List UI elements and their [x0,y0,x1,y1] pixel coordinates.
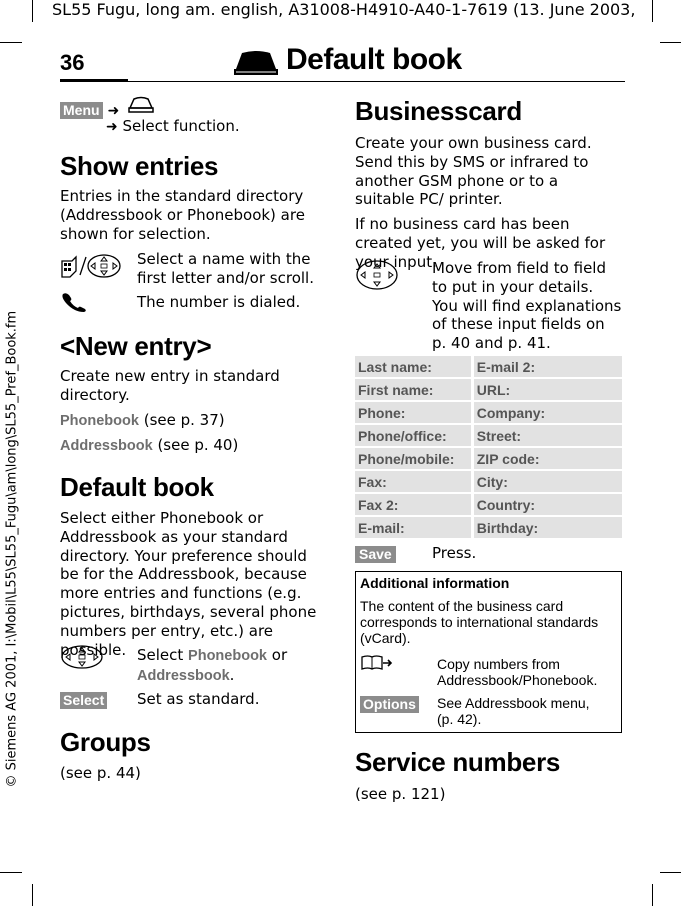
crop-mark [660,42,681,43]
additional-info-box [355,571,622,733]
info-body: The content of the business card corresponds to international standards (vCard). [360,598,599,646]
select-softkey: Select [60,692,107,709]
default-book-select-text [137,646,323,686]
options-softkey: Options [360,696,419,713]
businesscard-fields-table [355,354,622,540]
field-label-cell: Street: [474,425,622,446]
save-softkey: Save [355,546,396,563]
copyright-path: © Siemens AG 2001, I:\Mobil\L55\SL55_Fugu\am\long\SL55_Pref_Book.fm [4,310,20,788]
field-label-cell: Phone/office: [355,425,471,446]
table-row [355,356,622,377]
page-number-underline [60,79,128,82]
select-prefix: Select [137,646,189,664]
info-title: Additional information [360,575,510,591]
field-label-cell: Country: [474,494,622,515]
book-icon [128,96,154,114]
field-label-cell: E-mail 2: [474,356,622,377]
phonebook-keyword: Phonebook [188,648,267,664]
options-key-row [360,694,419,713]
show-entries-intro: Entries in the standard directory (Addressbook or Phonebook) are shown for selection. [60,187,305,243]
crop-mark [0,42,22,43]
chapter-title: Default book [286,43,462,76]
select-end: . [229,665,235,684]
select-key-text: Set as standard. [137,690,260,708]
show-entries-select-text: Select a name with the first letter and/or scroll. [137,250,314,287]
info-options-text: See Addressbook menu, (p. 42). [437,695,590,727]
section-new-entry-heading: <New entry> [60,331,212,361]
businesscard-intro: Create your own business card. Send this by SMS or infrared to another GSM phone or to a suitable PC/ printer. [355,134,592,209]
nav-step-text: Select function. [122,117,240,135]
table-row [355,471,622,492]
crop-mark [660,872,681,873]
field-label-cell: Phone: [355,402,471,423]
copy-book-icon [360,654,394,672]
info-copy-text: Copy numbers from Addressbook/Phonebook. [437,656,598,688]
field-label-cell: URL: [474,379,622,400]
field-label-cell: City: [474,471,622,492]
select-key-row [60,690,107,709]
addressbook-ref: (see p. 40) [152,436,239,454]
table-row [355,379,622,400]
navigation-key-icon [355,259,399,291]
field-label-cell: Company: [474,402,622,423]
table-row [355,448,622,469]
default-book-intro: Select either Phonebook or Addressbook as your standard directory. Your preference should be for the Addressbook, because more entries and functions (e.g. pictures, birthdays, several phone numbers per entry, etc.) are possible. [60,509,317,659]
arrow-icon: ➜ [107,103,120,119]
crop-mark [0,872,22,873]
menu-key: Menu [60,102,103,119]
addressbook-keyword: Addressbook [60,438,153,454]
table-row [355,402,622,423]
businesscard-no-card-text: If no business card has been created yet, you will be asked for your input. [355,215,606,271]
save-key-text: Press. [432,544,477,562]
businesscard-fields-body [355,356,622,538]
table-row [355,494,622,515]
table-row [355,425,622,446]
groups-ref: (see p. 44) [60,764,141,782]
field-label-cell: First name: [355,379,471,400]
new-entry-addressbook-line [60,436,238,456]
field-label-cell: Phone/mobile: [355,448,471,469]
call-key-icon [60,290,90,312]
running-title: SL55 Fugu, long am. english, A31008-H4910-A40-1-7619 (13. June 2003, [52,0,636,19]
keypad-icon [60,253,122,279]
navigation-key-icon [60,644,104,670]
crop-mark [32,0,33,22]
select-or: or [267,646,288,664]
phonebook-ref: (see p. 37) [138,411,225,429]
nav-step [106,117,240,135]
table-row [355,517,622,538]
section-businesscard-heading: Businesscard [355,96,522,126]
field-label-cell: E-mail: [355,517,471,538]
crop-mark [32,884,33,906]
header-rule [128,81,625,82]
addressbook-keyword: Addressbook [137,667,230,684]
arrow-icon: ➜ [106,119,118,135]
crop-mark [652,884,653,906]
new-entry-intro: Create new entry in standard directory. [60,367,280,404]
page-number: 36 [60,50,85,75]
new-entry-phonebook-line [60,411,225,431]
field-label-cell: Fax: [355,471,471,492]
book-icon [232,49,280,77]
service-numbers-ref: (see p. 121) [355,785,446,803]
field-label-cell: Birthday: [474,517,622,538]
field-label-cell: ZIP code: [474,448,622,469]
section-default-book-heading: Default book [60,472,214,502]
section-show-entries-heading: Show entries [60,151,219,181]
businesscard-nav-text: Move from field to field to put in your details. You will find explanations of these input fields on p. 40 and p. 41. [432,259,622,353]
field-label-cell: Last name: [355,356,471,377]
section-service-numbers-heading: Service numbers [355,747,561,777]
phonebook-keyword: Phonebook [60,413,139,429]
save-key-row [355,544,396,563]
section-groups-heading: Groups [60,727,151,757]
field-label-cell: Fax 2: [355,494,471,515]
show-entries-dial-text: The number is dialed. [137,293,301,311]
crop-mark [652,0,653,22]
